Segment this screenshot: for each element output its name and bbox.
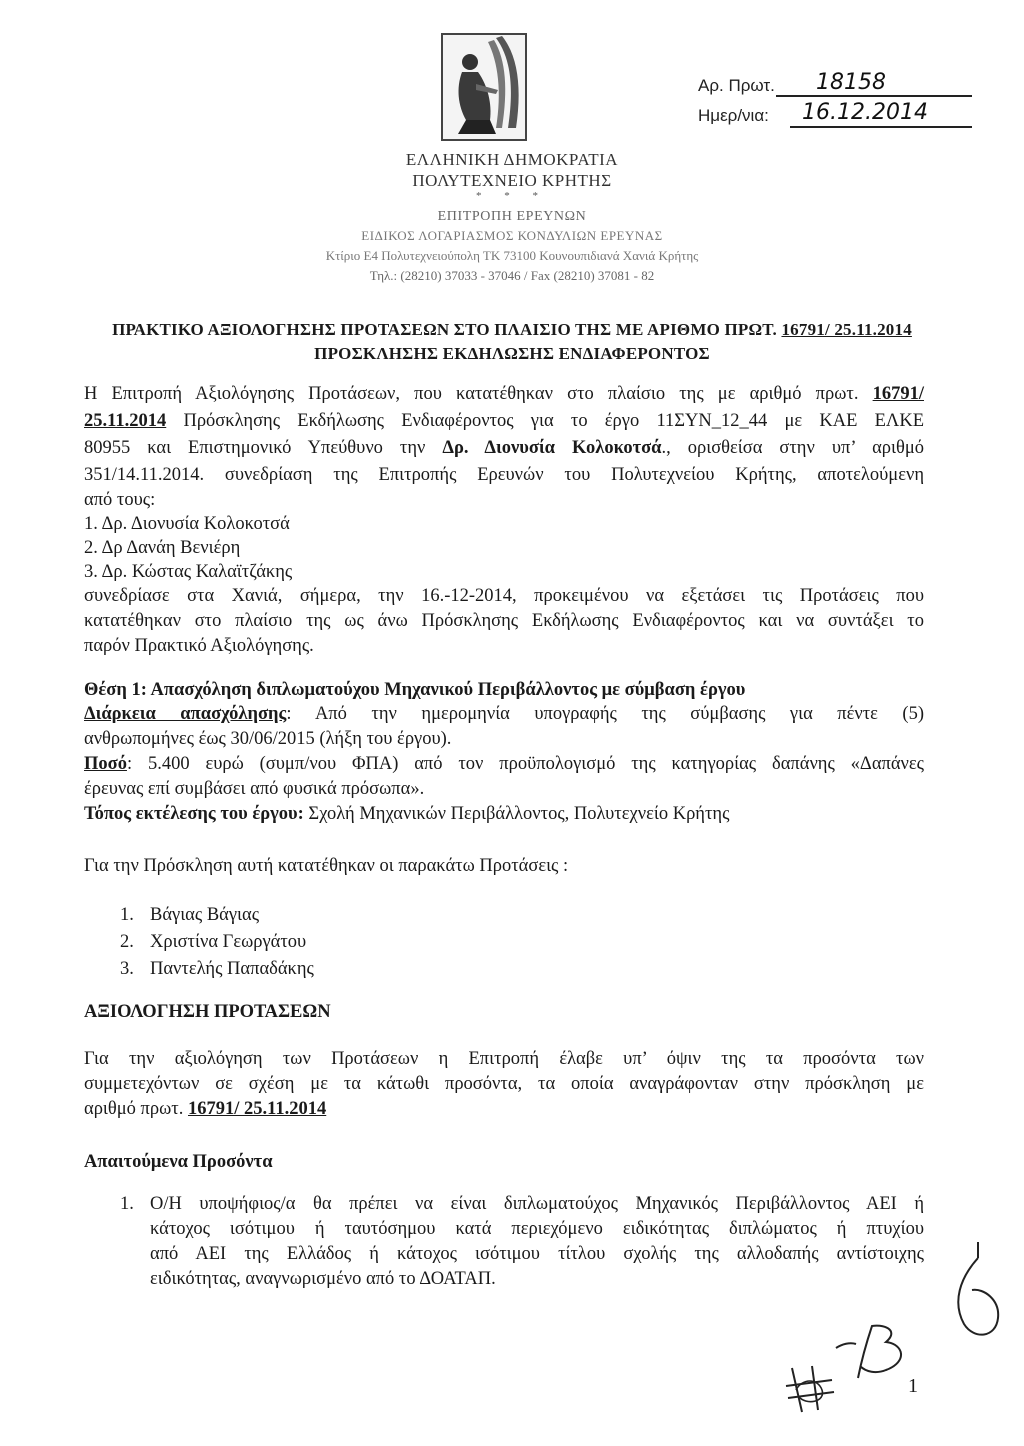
evaluation-line-2: συμμετεχόντων σε σχέση με τα κάτωθι προσόντα, τα οποία αναγράφονταν στην πρόσκληση με (84, 1074, 924, 1094)
duration-line-1: Διάρκεια απασχόλησης: Από την ημερομηνία υπογραφής της σύμβασης για πέντε (5) (84, 704, 925, 724)
document-title-line1: ΠΡΑΚΤΙΚΟ ΑΞΙΟΛΟΓΗΣΗΣ ΠΡΟΤΑΣΕΩΝ ΣΤΟ ΠΛΑΙΣΙΟ ΤΗΣ ΜΕ ΑΡΙΘΜΟ ΠΡΩΤ. 16791/ 25.11.2014 (112, 320, 912, 339)
address-line: Κτίριο Ε4 Πολυτεχνειούπολη ΤΚ 73100 Κουνουπιδιανά Χανιά Κρήτης (325, 248, 699, 263)
meeting-line-2: κατατέθηκαν στο πλαίσιο της ως άνω Πρόσκλησης Εκδήλωσης Ενδιαφέροντος και να συντάξει το (84, 611, 924, 631)
amount-line-1: Ποσό: 5.400 ευρώ (συμπ/νου ΦΠΑ) από τον προϋπολογισμό της κατηγορίας δαπάνης «Δαπάνες (84, 754, 924, 774)
page-number: 1 (908, 1375, 918, 1397)
committee-member-1: 1. Δρ. Διονυσία Κολοκοτσά (84, 514, 290, 534)
place-line: Τόπος εκτέλεσης του έργου: Σχολή Μηχανικών Περιβάλλοντος, Πολυτεχνείο Κρήτης (84, 804, 730, 824)
stars-divider: * * * (476, 190, 548, 202)
committee-member-3: 3. Δρ. Κώστας Καλαϊτζάκης (84, 562, 293, 582)
duration-line-2: ανθρωπομήνες έως 30/06/2015 (λήξη του έργου). (84, 729, 452, 749)
intro-line-2: 25.11.2014 Πρόσκλησης Εκδήλωσης Ενδιαφέροντος για το έργο 11ΣΥΝ_12_44 με ΚΑΕ ΕΛΚΕ (84, 411, 924, 431)
requirement-1-line-2: κάτοχος ισότιμου ή ταυτόσημου κατά περιεχόμενο ειδικότητας διπλώματος ή πτυχίου (150, 1219, 924, 1239)
evaluation-line-3: αριθμό πρωτ. 16791/ 25.11.2014 (84, 1099, 327, 1119)
university-logo-icon (436, 28, 532, 146)
proposal-1-number: 1. (120, 905, 134, 925)
position-title: Θέση 1: Απασχόληση διπλωματούχου Μηχανικού Περιβάλλοντος με σύμβαση έργου (84, 680, 746, 700)
country-name: ΕΛΛΗΝΙΚΗ ΔΗΜΟΚΡΑΤΙΑ (405, 150, 619, 169)
protocol-date-label: Ημερ/νια: (698, 106, 769, 125)
committee-member-2: 2. Δρ Δανάη Βενιέρη (84, 538, 241, 558)
proposal-2-number: 2. (120, 932, 134, 952)
meeting-line-3: παρόν Πρακτικό Αξιολόγησης. (84, 636, 314, 656)
document-title-line2: ΠΡΟΣΚΛΗΣΗΣ ΕΚΔΗΛΩΣΗΣ ΕΝΔΙΑΦΕΡΟΝΤΟΣ (314, 344, 710, 363)
intro-line-5: από τους: (84, 490, 156, 510)
requirement-1-line-4: ειδικότητας, αναγνωρισμένο από το ΔΟΑΤΑΠ. (150, 1269, 496, 1289)
proposal-3-name: Παντελής Παπαδάκης (150, 959, 314, 979)
signature-initial-icon (950, 1238, 1006, 1348)
requirement-1-number: 1. (120, 1194, 134, 1214)
intro-line-3: 80955 και Επιστημονικό Υπεύθυνο την Δρ. Διονυσία Κολοκοτσά., ορισθείσα στην υπ’ αριθμό (84, 438, 925, 458)
proposal-2-name: Χριστίνα Γεωργάτου (150, 932, 307, 952)
committee-name: ΕΠΙΤΡΟΠΗ ΕΡΕΥΝΩΝ (437, 209, 587, 224)
signature-b-icon (828, 1318, 918, 1388)
phone-line: Τηλ.: (28210) 37033 - 37046 / Fax (28210) 37081 - 82 (369, 268, 655, 283)
evaluation-line-1: Για την αξιολόγηση των Προτάσεων η Επιτροπή έλαβε υπ’ όψιν της τα προσόντα των (84, 1049, 924, 1069)
protocol-number-value: 18158 (816, 70, 886, 95)
protocol-number-label: Αρ. Πρωτ. (698, 76, 775, 95)
proposal-3-number: 3. (120, 959, 134, 979)
evaluation-heading: ΑΞΙΟΛΟΓΗΣΗ ΠΡΟΤΑΣΕΩΝ (84, 1002, 331, 1022)
intro-line-4: 351/14.11.2014. συνεδρίαση της Επιτροπής Ερευνών του Πολυτεχνείου Κρήτης, αποτελούμενη (84, 465, 924, 485)
signature-scribble-icon (782, 1360, 838, 1418)
intro-line-1: Η Επιτροπή Αξιολόγησης Προτάσεων, που κατατέθηκαν στο πλαίσιο της με αριθμό πρωτ. 16791/ (84, 384, 924, 404)
requirements-heading: Απαιτούμενα Προσόντα (84, 1152, 273, 1172)
requirement-1-line-3: από ΑΕΙ της Ελλάδος ή κάτοχος ισότιμου τίτλου σχολής της αλλοδαπής αντίστοιχης (150, 1244, 924, 1264)
requirement-1-line-1: Ο/Η υποψήφιος/α θα πρέπει να είναι διπλωματούχος Μηχανικός Περιβάλλοντος ΑΕΙ ή (150, 1194, 924, 1214)
protocol-number-row (698, 70, 886, 96)
protocol-date-row (698, 100, 928, 126)
proposal-1-name: Βάγιας Βάγιας (150, 905, 260, 925)
protocol-date-value: 16.12.2014 (802, 100, 928, 125)
meeting-line-1: συνεδρίασε στα Χανιά, σήμερα, την 16.-12-2014, προκειμένου να εξετάσει τις Προτάσεις που (84, 586, 924, 606)
account-name: ΕΙΔΙΚΟΣ ΛΟΓΑΡΙΑΣΜΟΣ ΚΟΝΔΥΛΙΩΝ ΕΡΕΥΝΑΣ (361, 228, 663, 243)
university-name: ΠΟΛΥΤΕΧΝΕΙΟ ΚΡΗΤΗΣ (412, 171, 612, 190)
amount-line-2: έρευνας επί συμβάσει από φυσικά πρόσωπα». (84, 779, 425, 799)
proposals-intro: Για την Πρόσκληση αυτή κατατέθηκαν οι παρακάτω Προτάσεις : (84, 856, 569, 876)
